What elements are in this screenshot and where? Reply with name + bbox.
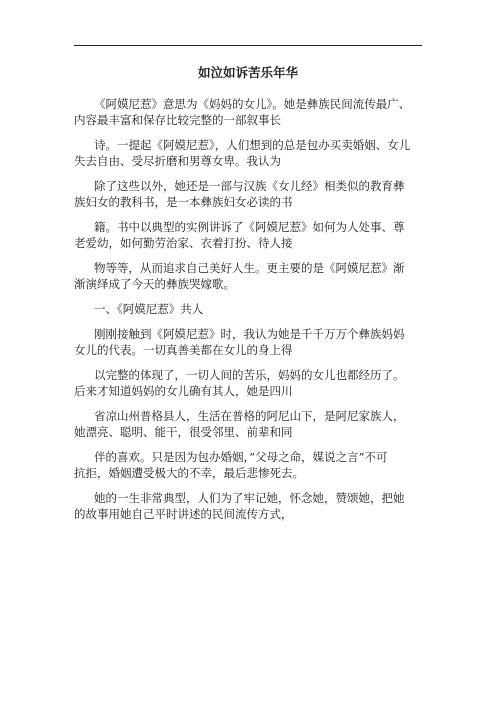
- text-line: 刚刚接触到《阿嫫尼惹》时，我认为她是千千万万个彝族妈妈: [94, 327, 405, 341]
- text-line: 《阿嫫尼惹》意思为《妈妈的女儿》。她是彝族民间流传最广、: [94, 97, 411, 111]
- text-line: 伴的喜欢。只是因为包办婚姻，”父母之命，媒说之言”不可: [94, 450, 388, 464]
- text-line: 以完整的体现了，一切人间的苦乐，妈妈的女儿也都经历了。: [94, 368, 405, 382]
- section-heading: 一、《阿嫫尼惹》共人: [94, 302, 204, 316]
- text-line: 内容最丰富和保存比较完整的一部叙事长: [74, 113, 281, 127]
- text-line: 女儿的代表。一切真善美都在女儿的身上得: [74, 343, 293, 357]
- text-line: 物等等，从而追求自己美好人生。更主要的是《阿嫫尼惹》渐: [94, 261, 405, 275]
- header-rule: [74, 45, 422, 46]
- document-title: 如泣如诉苦乐年华: [197, 65, 298, 80]
- text-line: 她漂亮、聪明、能干，很受邻里、前辈和同: [74, 425, 293, 439]
- text-line: 失去自由、受尽折磨和男尊女卑。我认为: [74, 154, 281, 168]
- text-line: 老爱幼，如何勤劳治家、衣着打扮、待人接: [74, 236, 293, 250]
- text-line: 的故事用她自己平时讲述的民间流传方式，: [74, 507, 293, 521]
- text-line: 她的一生非常典型，人们为了牢记她，怀念她，赞颂她，把她: [94, 491, 405, 505]
- text-line: 后来才知道妈妈的女儿确有其人，她是四川: [74, 384, 293, 398]
- text-line: 抗拒，婚姻遭受极大的不幸，最后悲惨死去。: [74, 466, 304, 480]
- text-line: 省凉山州普格县人，生活在普格的阿尼山下，是阿尼家族人，: [94, 409, 405, 423]
- text-line: 籍。书中以典型的实例讲诉了《阿嫫尼惹》如何为人处事、尊: [94, 220, 405, 234]
- text-line: 诗。一提起《阿嫫尼惹》，人们想到的总是包办买卖婚姻、女儿: [94, 138, 411, 152]
- document-body: [74, 96, 424, 522]
- text-line: 族妇女的教科书，是一本彝族妇女必读的书: [74, 195, 293, 209]
- text-line: 渐演绎成了今天的彝族哭嫁歌。: [74, 277, 235, 291]
- text-line: 除了这些以外，她还是一部与汉族《女儿经》相类似的教育彝: [94, 179, 405, 193]
